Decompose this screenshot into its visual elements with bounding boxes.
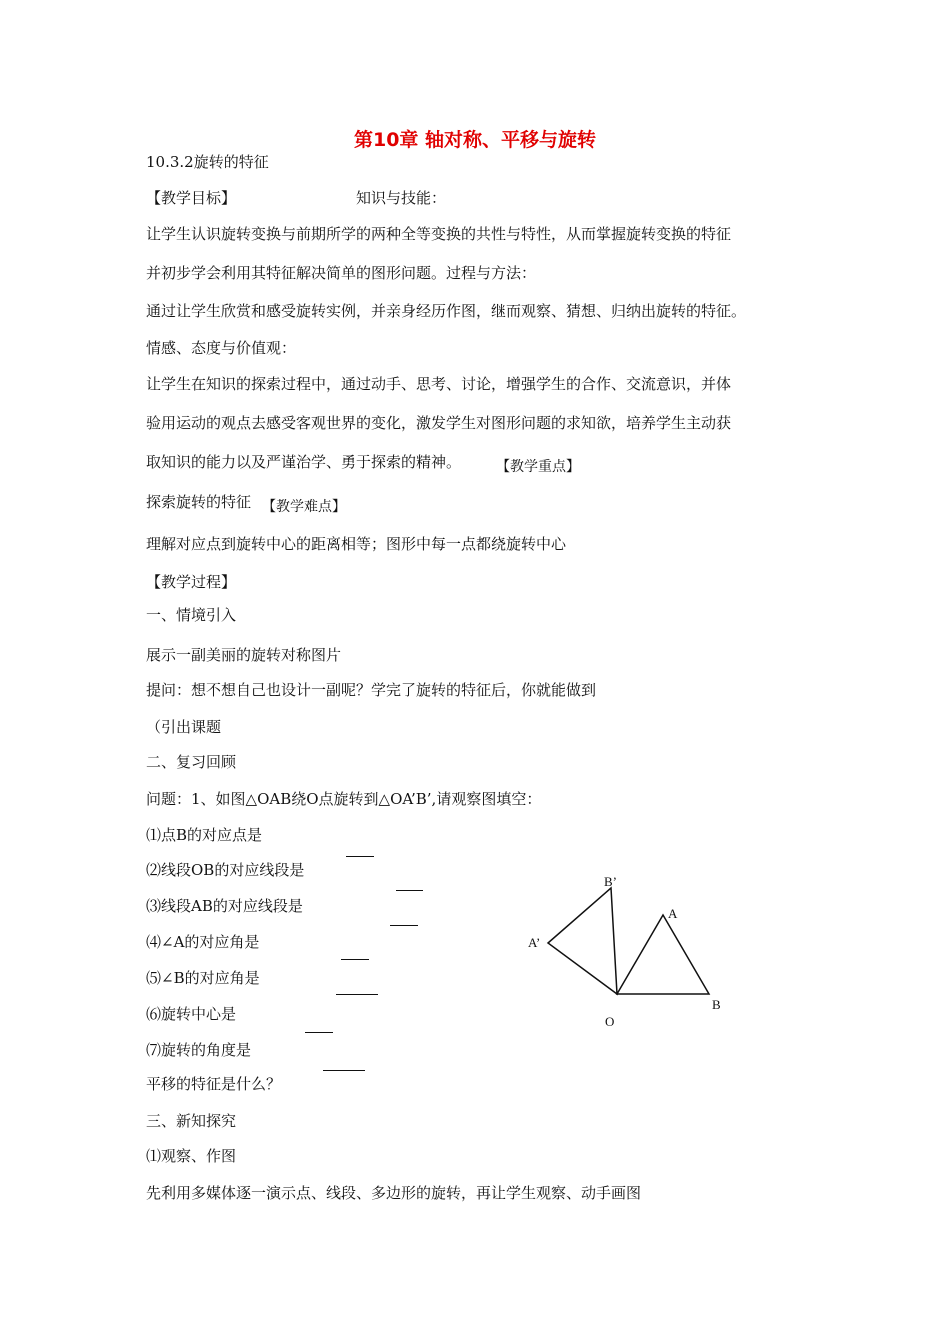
triangle-oa1b1 bbox=[548, 888, 617, 994]
rotation-figure bbox=[520, 868, 760, 1038]
process-method-paragraph: 通过让学生欣赏和感受旋转实例，并亲身经历作图，继而观察、猜想、归纳出旋转的特征。 bbox=[146, 302, 747, 320]
translation-question: 平移的特征是什么？ bbox=[146, 1075, 282, 1093]
objectives-label: 【教学目标】 bbox=[146, 189, 237, 207]
label-a-prime: A’ bbox=[528, 935, 541, 950]
answer-blank bbox=[336, 994, 378, 995]
objectives-subheading: 知识与技能： bbox=[356, 189, 447, 207]
page-title: 第10章 轴对称、平移与旋转 bbox=[353, 129, 597, 151]
section-heading: 10.3.2旋转的特征 bbox=[146, 153, 269, 171]
key-point-text: 探索旋转的特征 bbox=[146, 493, 252, 511]
section-1-question: 提问：想不想自己也设计一副呢？学完了旋转的特征后，你就能做到 bbox=[146, 681, 597, 699]
answer-blank bbox=[346, 856, 374, 857]
fill-item: ⑺旋转的角度是 bbox=[146, 1041, 252, 1059]
objectives-paragraph-line: 并初步学会利用其特征解决简单的图形问题。过程与方法： bbox=[146, 264, 537, 282]
section-3-sub: ⑴观察、作图 bbox=[146, 1147, 237, 1165]
answer-blank bbox=[341, 959, 369, 960]
attitude-paragraph-line: 让学生在知识的探索过程中，通过动手、思考、讨论，增强学生的合作、交流意识，并体 bbox=[146, 375, 732, 393]
label-b-prime: B’ bbox=[604, 874, 617, 889]
objectives-paragraph-line: 让学生认识旋转变换与前期所学的两种全等变换的共性与特性，从而掌握旋转变换的特征 bbox=[146, 225, 732, 243]
answer-blank bbox=[396, 890, 423, 891]
fill-item: ⑴点B的对应点是 bbox=[146, 826, 263, 844]
attitude-paragraph-line: 取知识的能力以及严谨治学、勇于探索的精神。 bbox=[146, 453, 462, 471]
process-label: 【教学过程】 bbox=[146, 573, 237, 591]
difficulty-text: 理解对应点到旋转中心的距离相等；图形中每一点都绕旋转中心 bbox=[146, 535, 567, 553]
key-point-label: 【教学重点】 bbox=[496, 459, 580, 475]
label-o: O bbox=[605, 1014, 615, 1029]
fill-item: ⑷∠A的对应角是 bbox=[146, 933, 260, 951]
answer-blank bbox=[305, 1032, 333, 1033]
fill-item: ⑵线段OB的对应线段是 bbox=[146, 861, 305, 879]
fill-item: ⑶线段AB的对应线段是 bbox=[146, 897, 303, 915]
label-a: A bbox=[668, 906, 678, 921]
section-1-note: （引出课题 bbox=[146, 718, 222, 736]
section-1-line: 展示一副美丽的旋转对称图片 bbox=[146, 646, 342, 664]
answer-blank bbox=[323, 1070, 365, 1071]
review-question: 问题：1、如图△OAB绕O点旋转到△OA’B’,请观察图填空： bbox=[146, 790, 542, 808]
fill-item: ⑹旋转中心是 bbox=[146, 1005, 237, 1023]
triangle-oab bbox=[617, 915, 709, 994]
section-2-heading: 二、复习回顾 bbox=[146, 753, 237, 771]
difficulty-label: 【教学难点】 bbox=[262, 499, 346, 515]
section-3-text: 先利用多媒体逐一演示点、线段、多边形的旋转，再让学生观察、动手画图 bbox=[146, 1184, 642, 1202]
section-1-heading: 一、情境引入 bbox=[146, 606, 237, 624]
section-3-heading: 三、新知探究 bbox=[146, 1112, 237, 1130]
attitude-paragraph-line: 验用运动的观点去感受客观世界的变化，激发学生对图形问题的求知欲，培养学生主动获 bbox=[146, 414, 732, 432]
label-b: B bbox=[712, 997, 721, 1012]
answer-blank bbox=[390, 925, 418, 926]
attitude-heading: 情感、态度与价值观： bbox=[146, 339, 297, 357]
fill-item: ⑸∠B的对应角是 bbox=[146, 969, 260, 987]
